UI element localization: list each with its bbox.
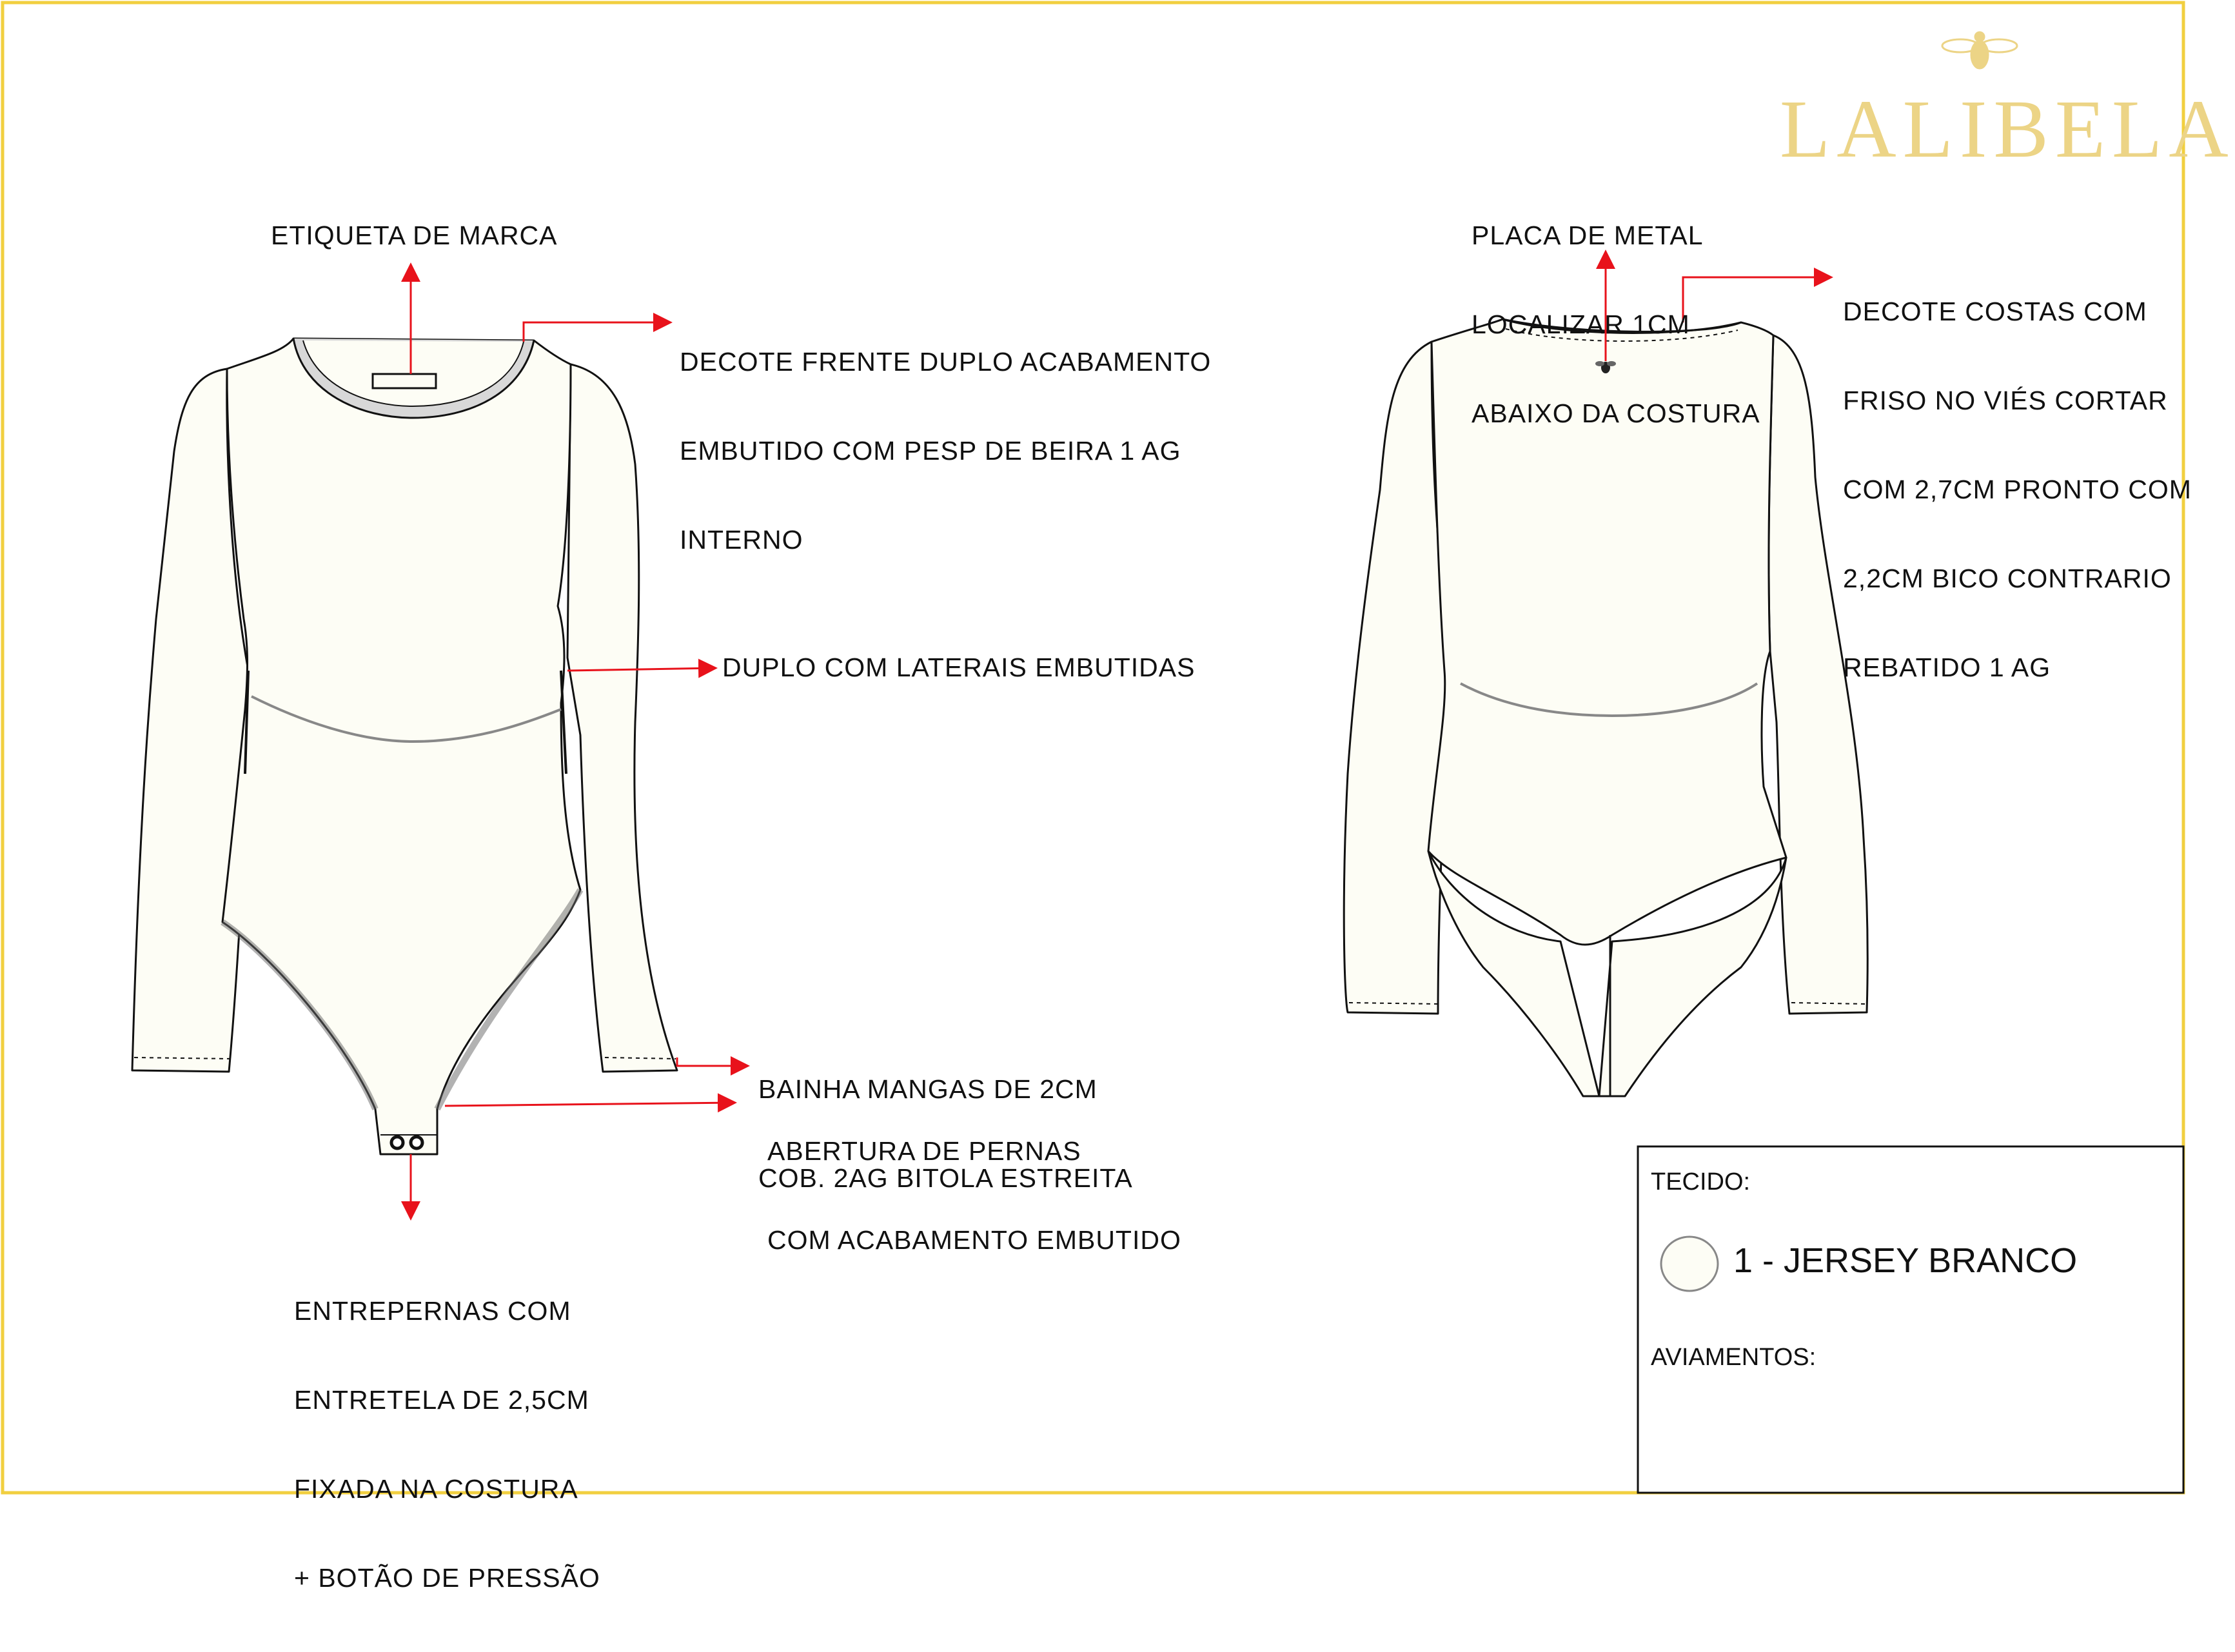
label-bainha-mangas-line: COB. 2AG BITOLA ESTREITA: [758, 1163, 1133, 1193]
spec-box: [1638, 1146, 2183, 1493]
label-entrepernas-line: + BOTÃO DE PRESSÃO: [294, 1563, 600, 1593]
snap-button-left: [391, 1137, 403, 1148]
front-view-garment: [132, 339, 677, 1154]
label-etiqueta-marca: ETIQUETA DE MARCA: [271, 221, 558, 250]
front-body: [222, 339, 580, 1154]
front-right-sleeve: [567, 364, 677, 1072]
label-abertura-pernas-line: ABERTURA DE PERNAS: [767, 1136, 1081, 1166]
tecido-label: TECIDO:: [1651, 1168, 1751, 1195]
label-decote-costas-line: DECOTE COSTAS COM: [1843, 297, 2147, 326]
label-placa-metal-line: PLACA DE METAL: [1472, 221, 1704, 250]
fabric-name: 1 - JERSEY BRANCO: [1733, 1241, 2078, 1280]
label-placa-metal-line: LOCALIZAR 1CM: [1472, 310, 1690, 339]
label-decote-costas-line: REBATIDO 1 AG: [1843, 653, 2051, 682]
label-decote-frente-line: DECOTE FRENTE DUPLO ACABAMENTO: [680, 347, 1212, 377]
arrow-decote-frente: [524, 322, 671, 342]
label-duplo-laterais: DUPLO COM LATERAIS EMBUTIDAS: [722, 653, 1196, 682]
label-decote-frente: [680, 288, 1211, 614]
label-entrepernas-line: ENTREPERNAS COM: [294, 1296, 571, 1326]
brand-label-patch: [373, 374, 436, 388]
brand-logo-bee: [1942, 32, 2017, 69]
label-abertura-pernas: [767, 1077, 1181, 1314]
label-decote-costas-line: COM 2,7CM PRONTO COM: [1843, 475, 2192, 504]
arrow-bainha-mangas: [677, 1057, 748, 1066]
label-entrepernas-line: ENTRETELA DE 2,5CM: [294, 1385, 589, 1415]
label-entrepernas: [294, 1237, 600, 1652]
label-placa-metal-line: ABAIXO DA COSTURA: [1472, 398, 1760, 428]
snap-button-right: [411, 1137, 422, 1148]
label-entrepernas-line: FIXADA NA COSTURA: [294, 1474, 578, 1504]
arrow-abertura-pernas: [445, 1103, 735, 1106]
label-abertura-pernas-line: COM ACABAMENTO EMBUTIDO: [767, 1225, 1181, 1255]
label-decote-costas-line: 2,2CM BICO CONTRARIO: [1843, 564, 2172, 593]
label-decote-costas-line: FRISO NO VIÉS CORTAR: [1843, 386, 2168, 415]
label-decote-frente-line: INTERNO: [680, 525, 803, 555]
label-decote-frente-line: EMBUTIDO COM PESP DE BEIRA 1 AG: [680, 436, 1181, 466]
label-bainha-mangas-line: BAINHA MANGAS DE 2CM: [758, 1074, 1098, 1104]
fabric-swatch: [1661, 1237, 1718, 1291]
label-decote-costas: [1843, 237, 2192, 742]
brand-wordmark: LALIBELA: [1780, 83, 2235, 175]
label-placa-metal: [1472, 161, 1760, 487]
aviamentos-label: AVIAMENTOS:: [1651, 1344, 1817, 1371]
